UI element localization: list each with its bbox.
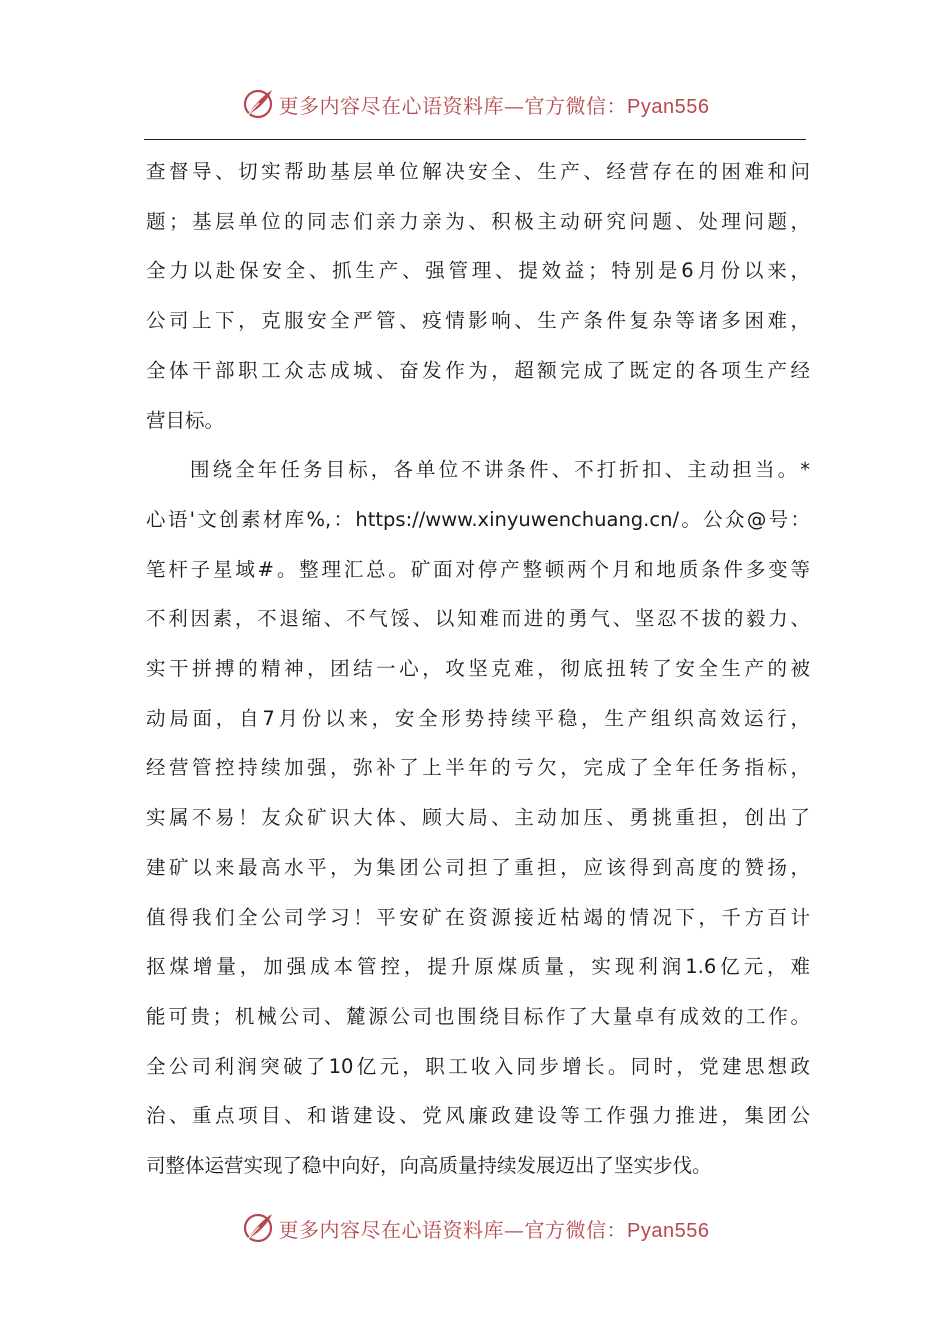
paragraph-2 — [146, 445, 810, 1191]
feather-pen-logo-icon — [241, 87, 275, 121]
text-line: 查督导、切实帮助基层单位解决安全、生产、经营存在的困难和问 — [146, 160, 810, 183]
footer-banner — [0, 1208, 950, 1248]
text-line: 心语'文创素材库%,：https://www.xinyuwenchuang.cn/。公众@号： — [146, 507, 810, 531]
header-banner — [0, 84, 950, 124]
text-line: 能可贵；机械公司、麓源公司也围绕目标作了大量卓有成效的工作。 — [146, 1004, 810, 1028]
text-line: 建矿以来最高水平，为集团公司担了重担，应该得到高度的赞扬， — [146, 855, 810, 879]
text-line: 题；基层单位的同志们亲力亲为、积极主动研究问题、处理问题， — [146, 209, 810, 233]
footer-banner-text: 更多内容尽在心语资料库—官方微信：Pyan556 — [278, 1217, 710, 1242]
text-line: 经营管控持续加强，弥补了上半年的亏欠，完成了全年任务指标， — [146, 756, 810, 780]
feather-pen-logo-icon — [241, 1211, 275, 1245]
text-line: 不利因素，不退缩、不气馁、以知难而进的勇气、坚忍不拔的毅力、 — [146, 607, 810, 631]
text-line: 围绕全年任务目标，各单位不讲条件、不打折扣、主动担当。* — [190, 458, 810, 482]
text-line: 全体干部职工众志成城、奋发作为，超额完成了既定的各项生产经 — [146, 358, 810, 382]
text-line: 全力以赴保安全、抓生产、强管理、提效益；特别是6月份以来， — [146, 259, 810, 283]
text-line: 营目标。 — [146, 408, 225, 432]
text-line: 值得我们全公司学习！平安矿在资源接近枯竭的情况下，千方百计 — [146, 905, 810, 929]
text-line: 动局面，自7月份以来，安全形势持续平稳，生产组织高效运行， — [146, 706, 810, 730]
text-line: 治、重点项目、和谐建设、党风廉政建设等工作强力推进，集团公 — [146, 1104, 810, 1128]
text-line: 全公司利润突破了10亿元，职工收入同步增长。同时，党建思想政 — [146, 1054, 810, 1078]
text-line: 笔杆子星域#。整理汇总。矿面对停产整顿两个月和地质条件多变等 — [146, 557, 810, 581]
document-body — [146, 147, 810, 1191]
footer-wechat-id: Pyan556 — [627, 1219, 710, 1242]
header-divider — [144, 139, 806, 140]
paragraph-1 — [146, 147, 810, 445]
header-wechat-id: Pyan556 — [627, 95, 710, 118]
text-line: 实属不易！友众矿识大体、顾大局、主动加压、勇挑重担，创出了 — [146, 806, 810, 830]
text-line: 实干拼搏的精神，团结一心，攻坚克难，彻底扭转了安全生产的被 — [146, 657, 810, 681]
text-line: 司整体运营实现了稳中向好，向高质量持续发展迈出了坚实步伐。 — [146, 1154, 712, 1178]
text-line: 公司上下，克服安全严管、疫情影响、生产条件复杂等诸多困难， — [146, 309, 810, 333]
text-line: 抠煤增量，加强成本管控，提升原煤质量，实现利润1.6亿元，难 — [146, 955, 810, 979]
header-banner-text: 更多内容尽在心语资料库—官方微信：Pyan556 — [278, 93, 710, 118]
